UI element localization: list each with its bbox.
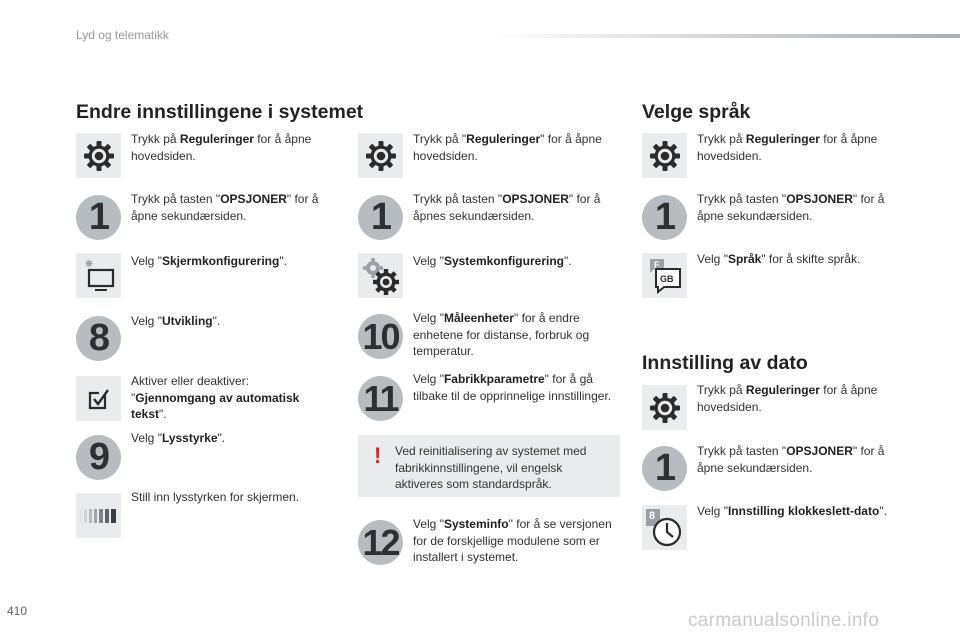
warning-text: Ved reinitialisering av systemet med fabrikkinnstillingene, vil engelsk aktiveres som standardspråk.: [395, 444, 587, 491]
page-number: 410: [7, 604, 28, 618]
instruction-text: Trykk på tasten "OPSJONER" for å åpne sekundærsiden.: [697, 444, 885, 475]
instruction-text: Trykk på "Reguleringer" for å åpne hovedsiden.: [413, 132, 602, 163]
instruction-text: Trykk på Reguleringer for å åpne hovedsiden.: [697, 383, 878, 414]
language-speech-bubble-icon: [642, 253, 687, 298]
instruction-text: Trykk på tasten "OPSJONER" for å åpne sekundærsiden.: [697, 192, 885, 223]
instruction-text: Velg "Utvikling".: [131, 314, 221, 328]
language-icon-label-bottom: GB: [660, 274, 674, 284]
instruction-text: Velg "Fabrikkparametre" for å gå tilbake til de opprinnelige innstillinger.: [413, 372, 612, 403]
clock-date-icon: [642, 505, 687, 550]
step-number-badge: 1: [358, 195, 403, 240]
system-gears-icon: [358, 253, 403, 298]
section-title-settings: Endre innstillingene i systemet: [76, 101, 364, 123]
instruction-text: Velg "Lysstyrke".: [131, 431, 226, 445]
instruction-text: Aktiver eller deaktiver: "Gjennomgang av automatisk tekst".: [131, 374, 300, 421]
section-title-language: Velge språk: [642, 101, 751, 123]
settings-gear-icon: [642, 385, 687, 430]
step-number-badge: 8: [76, 316, 121, 361]
instruction-text: Velg "Skjermkonfigurering".: [131, 254, 287, 268]
calendar-icon-label: 8: [649, 510, 656, 522]
checkbox-icon: [76, 376, 121, 421]
section-title-date: Innstilling av dato: [642, 352, 808, 374]
step-number-badge: 11: [358, 376, 403, 421]
instruction-text: Trykk på tasten "OPSJONER" for å åpnes sekundærsiden.: [413, 192, 601, 223]
header-title: Lyd og telematikk: [76, 28, 169, 42]
brightness-level-icon: [76, 493, 121, 538]
warning-box: [358, 435, 620, 497]
settings-gear-icon: [358, 133, 403, 178]
step-number-badge: 9: [76, 435, 121, 480]
step-number-badge: 1: [642, 195, 687, 240]
instruction-text: Velg "Måleenheter" for å endre enhetene for distanse, forbruk og temperatur.: [413, 311, 590, 358]
settings-gear-icon: [76, 133, 121, 178]
settings-gear-icon: [642, 133, 687, 178]
instruction-text: Velg "Språk" for å skifte språk.: [697, 252, 861, 266]
instruction-text: Trykk på Reguleringer for å åpne hovedsiden.: [131, 132, 312, 163]
language-icon-label-top: F: [654, 260, 660, 270]
step-number-badge: 1: [642, 446, 687, 491]
instruction-text: Velg "Innstilling klokkeslett-dato".: [697, 504, 887, 518]
header-divider: [490, 34, 960, 38]
watermark: carmanualsonline.info: [688, 610, 880, 631]
instruction-text: Trykk på Reguleringer for å åpne hovedsiden.: [697, 132, 878, 163]
step-number-badge: 12: [358, 520, 403, 565]
instruction-text: Trykk på tasten "OPSJONER" for å åpne sekundærsiden.: [131, 192, 319, 223]
instruction-text: Velg "Systemkonfigurering".: [413, 254, 572, 268]
screen-brightness-icon: [76, 253, 121, 298]
warning-icon: !: [374, 443, 382, 468]
step-number-badge: 1: [76, 195, 121, 240]
instruction-text: Velg "Systeminfo" for å se versjonen for de forskjellige modulene som er installert i systemet.: [413, 517, 612, 564]
step-number-badge: 10: [358, 314, 403, 359]
instruction-text: Still inn lysstyrken for skjermen.: [131, 490, 300, 504]
